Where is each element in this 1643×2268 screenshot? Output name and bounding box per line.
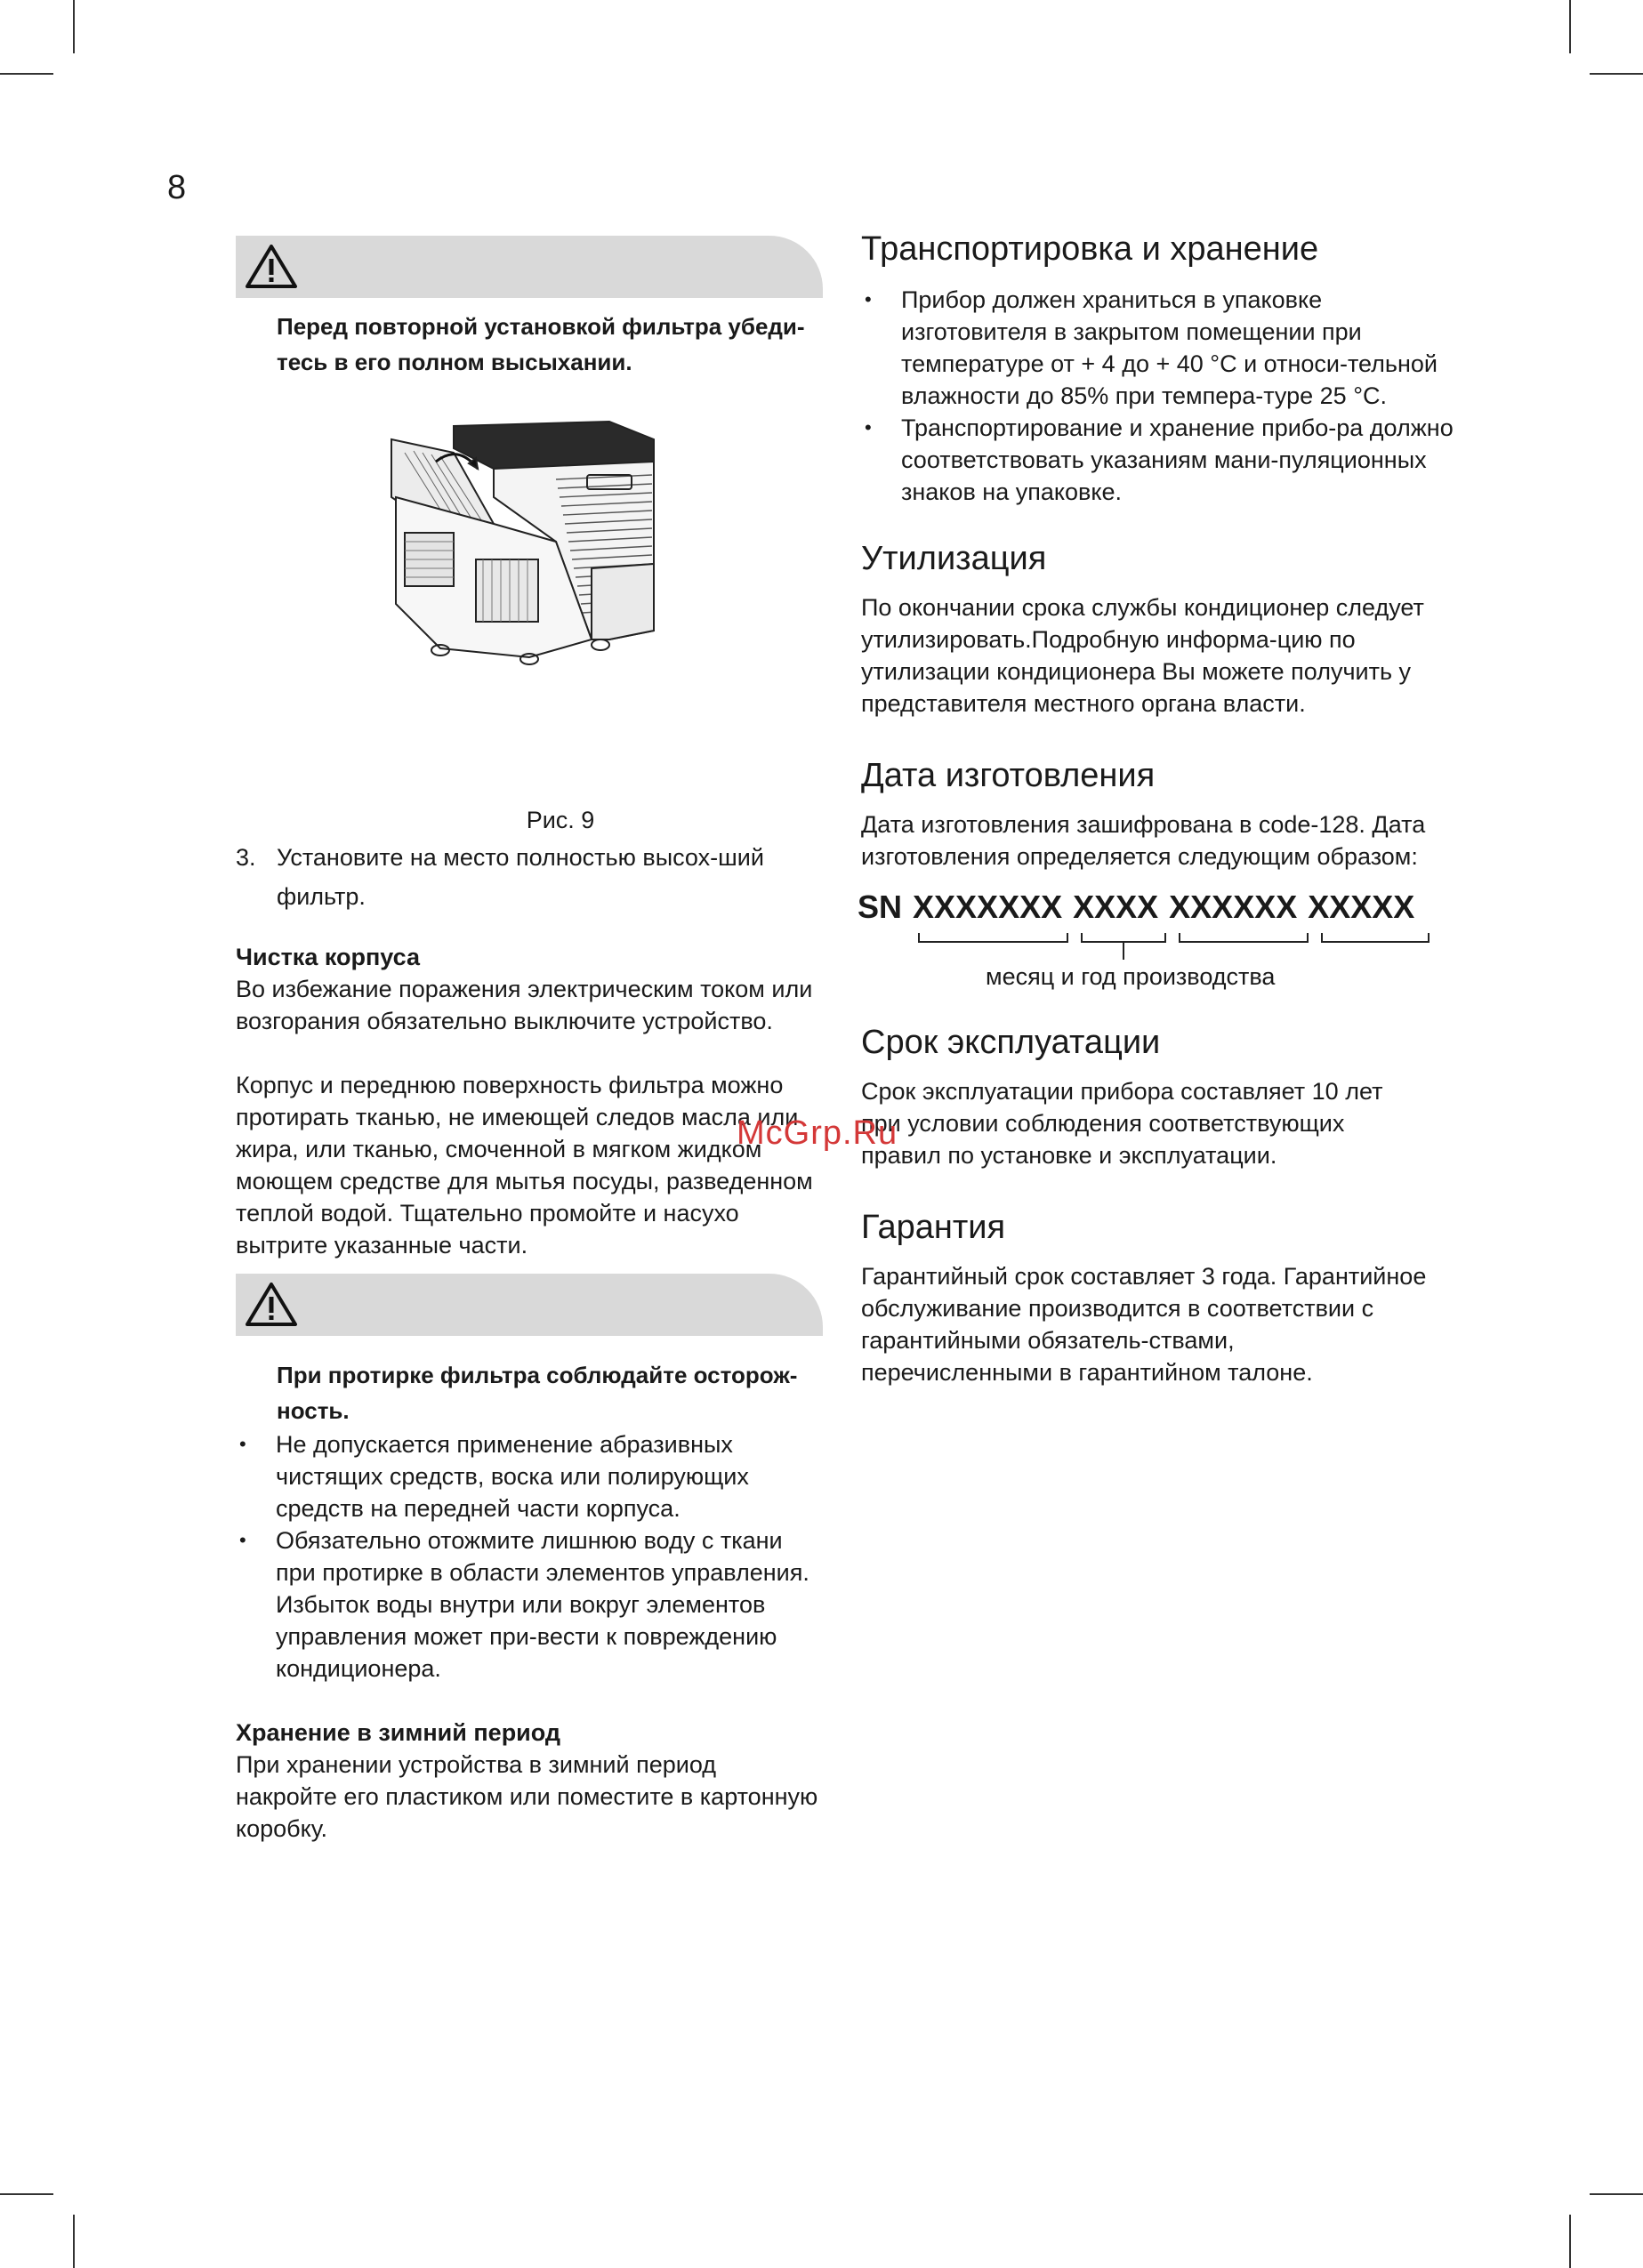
service-life-heading: Срок эксплуатации [861, 1024, 1161, 1061]
crop-mark [1569, 2215, 1571, 2268]
warranty-text: Гарантийный срок составляет 3 года. Гарантийное обслуживание производится в соответствии с гарантийными обязатель-ствами, перечисленными в гарантийном талоне. [861, 1263, 1427, 1386]
bullet-item: • Транспортирование и хранение прибо-ра должно соответствовать указаниям мани-пуляционных знаков на упаковке. [861, 412, 1466, 508]
page-number: 8 [167, 169, 187, 206]
cleaning-heading: Чистка корпуса [236, 944, 420, 970]
service-life-text: Срок эксплуатации прибора составляет 10 лет при условии соблюдения соответствующих правил по установке и эксплуатации. [861, 1078, 1383, 1169]
warning-bullets [236, 1428, 823, 1685]
warning-banner [236, 1274, 823, 1336]
warning-triangle-icon [245, 1281, 298, 1327]
transport-heading: Транспортировка и хранение [861, 230, 1319, 268]
crop-mark [0, 2193, 53, 2195]
crop-mark [0, 73, 53, 75]
bullet-item: • Обязательно отожмите лишнюю воду с ткани при протирке в области элементов управления. Избыток воды внутри или вокруг элементов управления может при-вести к повреждению кондиционера. [236, 1524, 823, 1685]
disposal-text: По окончании срока службы кондиционер следует утилизировать.Подробную информа-цию по утилизации кондиционера Вы можете получить у представителя местного органа власти. [861, 594, 1424, 717]
watermark: McGrp.Ru [737, 1114, 898, 1152]
disposal-heading: Утилизация [861, 540, 1047, 577]
crop-mark [73, 2215, 75, 2268]
sn-brackets [861, 931, 1466, 967]
sn-caption: месяц и год производства [986, 963, 1276, 990]
crop-mark [1569, 0, 1571, 53]
warning-triangle-icon [245, 243, 298, 289]
warning-text: Перед повторной установкой фильтра убеди-тесь в его полном высыхании. [277, 313, 805, 375]
sn-segment: XXXX [1073, 889, 1159, 925]
step-text: Установите на место полностью высох-ший фильтр. [277, 844, 764, 910]
bullet-item: • Не допускается применение абразивных чистящих средств, воска или полирующих средств на передней части корпуса. [236, 1428, 823, 1524]
crop-mark [1590, 2193, 1643, 2195]
warning-banner [236, 236, 823, 298]
warranty-heading: Гарантия [861, 1209, 1006, 1246]
serial-number [858, 889, 1425, 926]
manufacture-text: Дата изготовления зашифрована в code-128. Дата изготовления определяется следующим образом: [861, 811, 1426, 870]
step-number: 3. [236, 844, 256, 871]
bullet-item: • Прибор должен храниться в упаковке изготовителя в закрытом помещении при температуре от + 4 до + 40 °С и относи-тельной влажности до 85% при темпера-туре 25 °С. [861, 284, 1466, 412]
transport-bullets [861, 284, 1466, 508]
cleaning-para-1: Во избежание поражения электрическим током или возгорания обязательно выключите устройство. [236, 976, 813, 1034]
crop-mark [73, 0, 75, 53]
step-item [236, 838, 823, 916]
left-column [236, 236, 823, 1845]
serial-number-diagram [858, 889, 1466, 1004]
sn-segment: XXXXXX [1169, 889, 1298, 925]
sn-segment: XXXXXXX [913, 889, 1063, 925]
manufacture-heading: Дата изготовления [861, 757, 1156, 794]
air-conditioner-figure [236, 399, 823, 791]
winter-heading: Хранение в зимний период [236, 1719, 561, 1746]
figure-caption: Рис. 9 [526, 807, 595, 833]
sn-prefix: SN [858, 889, 903, 925]
winter-text: При хранении устройства в зимний период накройте его пластиком или поместите в картонную коробку. [236, 1751, 818, 1842]
crop-mark [1590, 73, 1643, 75]
warning-text: При протирке фильтра соблюдайте осторож-ность. [277, 1362, 798, 1424]
right-column [858, 227, 1466, 1388]
cleaning-para-2: Корпус и переднюю поверхность фильтра можно протирать тканью, не имеющей следов масла или жира, или тканью, смоченной в мягком жидком моющем средстве для мытья посуды, разведенном теплой водой. Тщательно промойте и насухо вытрите указанные части. [236, 1072, 813, 1259]
sn-segment: XXXXX [1308, 889, 1415, 925]
air-conditioner-illustration [236, 399, 823, 791]
